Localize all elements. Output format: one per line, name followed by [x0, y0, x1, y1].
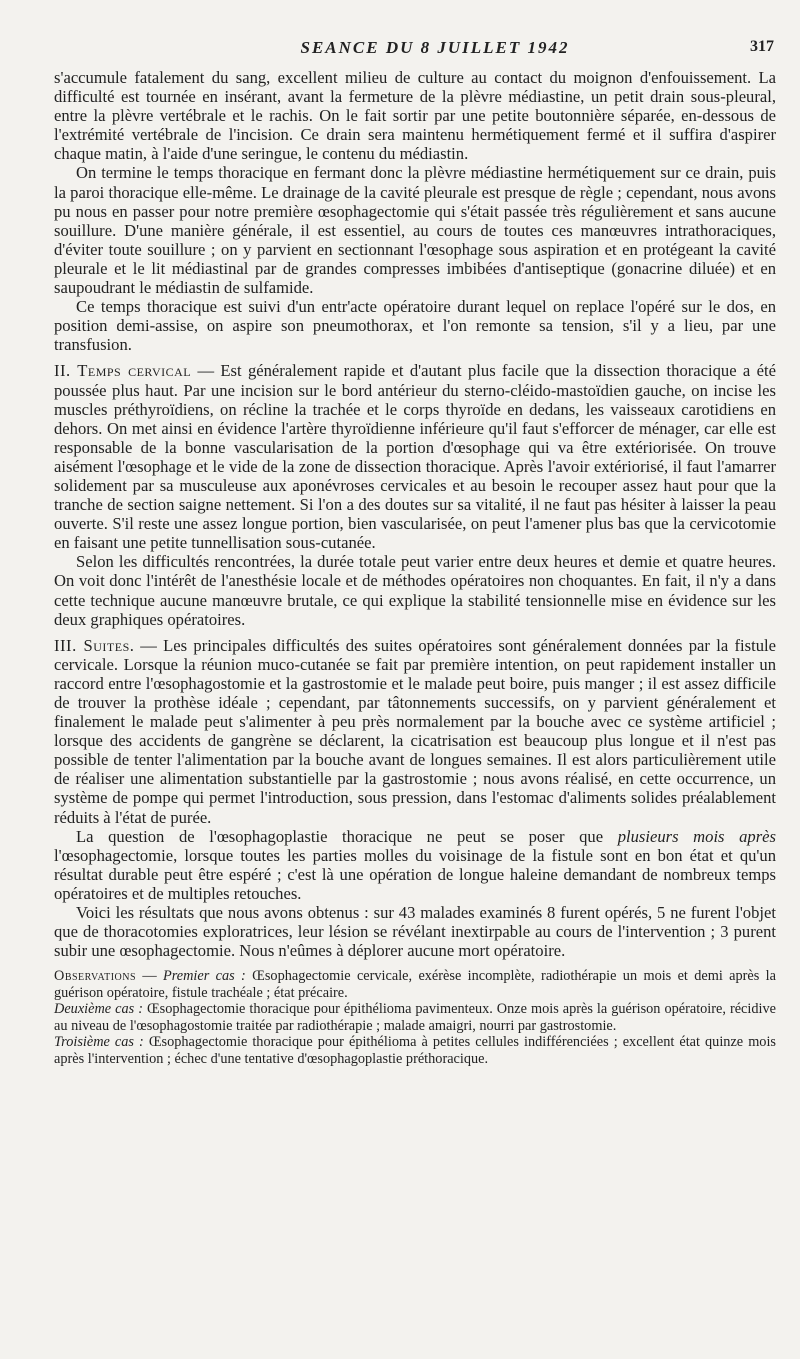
- paragraph: [54, 827, 776, 903]
- section-cervical: [54, 361, 776, 552]
- section-text: — Est généralement rapide et d'autant plus facile que la dissection thoracique a été poussée plus haut. Par une incision sur le bord antérieur du sterno-cléido-mastoïdien gauche, on incise les muscles préthyroïdiens, on récline la trachée et le corps thyroïde en dedans, les vaisseaux carotidiens en dehors. On met ainsi en évidence l'artère thyroïdienne inférieure qu'il faut s'efforcer de ménager, car elle est responsable de la bonne vascularisation de la portion d'œsophage qui va être extériorisée. On trouve aisément l'œsophage et le vide de la zone de dissection thoracique. Après l'avoir extériorisé, il faut l'amarrer solidement par sa musculeuse aux aponévroses cervicales et au besoin le recouper assez haut pour que la tranche de section saigne nettement. Si l'on a des doutes sur sa vitalité, il ne faut pas hésiter à laisser la peau ouverte. S'il reste une assez longue portion, bien vascularisée, on peut l'amener plus bas que la cervicotomie en faisant une petite tunnellisation sous-cutanée.: [54, 361, 776, 553]
- observations: [54, 968, 776, 1067]
- section-heading: II. Temps cervical: [54, 361, 192, 381]
- page-number: 317: [750, 38, 774, 55]
- text-run: La question de l'œsophagoplastie thoracique ne peut se poser que: [76, 826, 618, 846]
- article-body: [54, 68, 776, 960]
- case-label: Premier cas :: [163, 968, 246, 985]
- paragraph: s'accumule fatalement du sang, excellent milieu de culture au contact du moignon d'enfouissement. La difficulté est tournée en insérant, avant la fermeture de la plèvre médiastine, un petit drain sous-pleural, entre la plèvre vertébrale et le rachis. On le fait sortir par une petite boutonnière séparée, en-dessous de l'extrémité vertébrale de l'incision. Ce drain sera maintenu hermétiquement fermé et il suffira d'aspirer chaque matin, à l'aide d'une seringue, le contenu du médiastin.: [54, 68, 776, 164]
- section-suites: [54, 636, 776, 827]
- observation-3: [54, 1034, 776, 1067]
- paragraph: On termine le temps thoracique en fermant donc la plèvre médiastine hermétiquement sur ce drain, puis la paroi thoracique elle-même. Le drainage de la cavité pleurale est presque de règle ; cependant, nous avons pu nous en passer pour notre première œsophagectomie qui s'était passée très régulièrement et sans aucune souillure. D'une manière générale, il est essentiel, au cours de toutes ces manœuvres intrathoraciques, d'éviter toute souillure ; on y parvient en sectionnant l'œsophage sous aspiration et en protégeant la cavité pleurale et le lit médiastinal par de grandes compresses imbibées d'antiseptique (gonacrine diluée) et en saupoudrant le médiastin de sulfamide.: [54, 163, 776, 298]
- section-heading: III. Suites: [54, 635, 130, 655]
- running-head: [54, 38, 776, 68]
- paragraph: Selon les difficultés rencontrées, la durée totale peut varier entre deux heures et demie et quatre heures. On voit donc l'intérêt de l'anesthésie locale et de méthodes opératoires non choquantes. En fait, il n'y a dans cette technique aucune manœuvre brutale, ce qui explique la stabilité tensionnelle mise en évidence sur les deux graphiques opératoires.: [54, 552, 776, 629]
- text-run: l'œsophagectomie, lorsque toutes les parties molles du voisinage de la fistule sont en bon état et qu'un résultat durable peut être espéré ; c'est là une opération de longue haleine demandant de nombreux temps opératoires et de multiples retouches.: [54, 845, 776, 903]
- emphasis: plusieurs mois après: [617, 826, 776, 846]
- case-text: Œsophagectomie thoracique pour épithélioma pavimenteux. Onze mois après la guérison opératoire, récidive au niveau de l'œsophagostomie traitée par radiothérapie ; malade amaigri, nourri par gastrostomie.: [54, 1001, 776, 1034]
- paragraph: Voici les résultats que nous avons obtenus : sur 43 malades examinés 8 furent opérés, 5 ne furent l'objet que de thoracotomies exploratrices, leur lésion se révélant inextirpable au cours de l'intervention ; 3 purent subir une œsophagectomie. Nous n'eûmes à déplorer aucune mort opératoire.: [54, 903, 776, 961]
- observation-1: Observations — Premier cas : Œsophagectomie cervicale, exérèse incomplète, radiothérapie un mois et demi après la guérison opératoire, fistule trachéale ; état précaire.: [54, 968, 776, 1001]
- case-text: Œsophagectomie thoracique pour épithélioma à petites cellules indifférenciées ; excellent état quinze mois après l'intervention ; échec d'une tentative d'œsophagoplastie préthoracique.: [54, 1034, 776, 1067]
- section-text: . — Les principales difficultés des suites opératoires sont généralement données par la fistule cervicale. Lorsque la réunion muco-cutanée se fait par première intention, on peut rapidement installer un raccord entre l'œsophagostomie et la gastrostomie et le malade peut boire, puis manger ; il est assez difficile de trouver la prothèse idéale ; cependant, par tâtonnements successifs, on y parvient généralement et finalement le malade peut s'alimenter à peu près normalement par la bouche avec ce système artificiel ; lorsque des accidents de gangrène se déclarent, la cicatrisation est beaucoup plus longue et il n'est pas possible de tenter l'alimentation par la bouche avant de longues semaines. Il est alors particulièrement utile de réaliser une alimentation substantielle par la gastrostomie ; nous avons réalisé, en cette occurrence, un système de pompe qui permet l'introduction, sous pression, dans l'estomac d'aliments solides préalablement réduits à l'état de purée.: [54, 635, 776, 827]
- case-label: Troisième cas :: [54, 1034, 144, 1051]
- observations-label: Observations: [54, 968, 137, 985]
- running-title: SEANCE DU 8 JUILLET 1942: [300, 38, 570, 57]
- case-text: Œsophagectomie cervicale, exérèse incomplète, radiothérapie un mois et demi après la guérison opératoire, fistule trachéale ; état précaire.: [54, 968, 776, 1001]
- paragraph: Ce temps thoracique est suivi d'un entr'acte opératoire durant lequel on replace l'opéré sur le dos, en position demi-assise, on aspire son pneumothorax, et l'on remonte sa tension, s'il y a lieu, par une transfusion.: [54, 297, 776, 355]
- observation-2: [54, 1001, 776, 1034]
- case-label: Deuxième cas :: [54, 1001, 143, 1018]
